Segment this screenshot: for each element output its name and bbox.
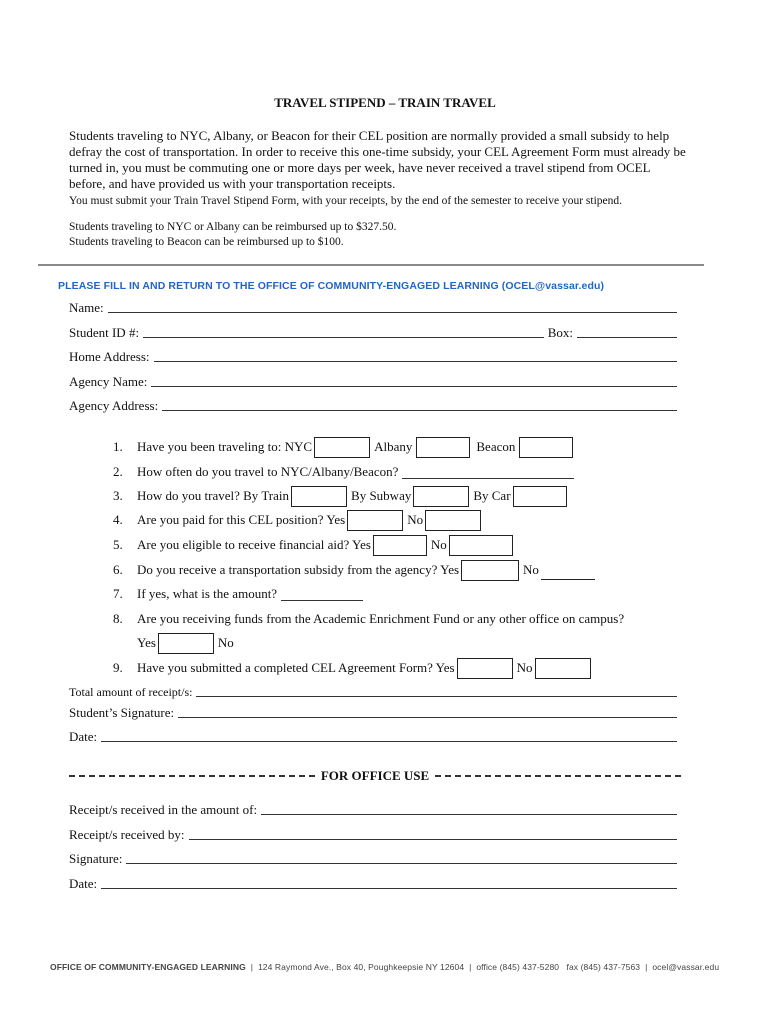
home-address-line[interactable] xyxy=(154,360,677,362)
student-signature-field[interactable] xyxy=(69,703,677,721)
office-use-dash-left xyxy=(69,775,315,777)
question-number: 6. xyxy=(113,562,123,577)
student-signature-label: Student’s Signature: xyxy=(69,705,175,720)
student-id-field[interactable] xyxy=(69,323,677,341)
paid-yes-checkbox[interactable] xyxy=(347,510,403,531)
funds-yes-checkbox[interactable] xyxy=(158,633,214,654)
footer-email[interactable]: ocel@vassar.edu xyxy=(652,962,720,972)
office-date-label: Date: xyxy=(69,876,98,891)
office-use-heading xyxy=(69,768,681,784)
subsidy-yes-checkbox[interactable] xyxy=(461,560,519,581)
question-number: 9. xyxy=(113,660,123,675)
agency-name-label: Agency Name: xyxy=(69,374,148,389)
footer-separator: | xyxy=(469,962,472,972)
question-number: 4. xyxy=(113,512,123,527)
date-line[interactable] xyxy=(101,740,677,742)
question-text: If yes, what is the amount? xyxy=(137,586,278,601)
office-use-title: FOR OFFICE USE xyxy=(320,768,430,783)
question-number: 5. xyxy=(113,537,123,552)
total-receipts-field[interactable] xyxy=(69,682,677,700)
question-6 xyxy=(113,559,595,581)
aid-no-label: No xyxy=(430,537,447,552)
submit-note: You must submit your Train Travel Stipend Form, with your receipts, by the end of the semester to receive your stipend. xyxy=(69,195,623,207)
beacon-checkbox[interactable] xyxy=(519,437,573,458)
question-number: 8. xyxy=(113,611,123,626)
received-by-field[interactable] xyxy=(69,825,677,843)
aid-yes-checkbox[interactable] xyxy=(373,535,427,556)
name-label: Name: xyxy=(69,300,104,315)
student-id-line[interactable] xyxy=(143,336,544,338)
question-number: 1. xyxy=(113,439,123,454)
received-by-label: Receipt/s received by: xyxy=(69,827,185,842)
office-use-dash-right xyxy=(435,775,681,777)
albany-label: Albany xyxy=(374,439,413,454)
name-line[interactable] xyxy=(108,311,677,313)
funds-no-label: No xyxy=(217,635,234,650)
intro-paragraph: Students traveling to NYC, Albany, or Beacon for their CEL position are normally provided a small subsidy to help defray the cost of transportation. In order to receive this one-time subsidy, your CEL Agreement Form must already be turned in, you must be commuting one or more days per week, have never received a travel stipend from OCEL before, and have provided us with your transportation receipts. xyxy=(69,128,686,191)
question-text: Have you submitted a completed CEL Agreement Form? Yes xyxy=(137,660,455,675)
question-text: How do you travel? By Train xyxy=(137,488,290,503)
date-field[interactable] xyxy=(69,727,677,745)
travel-frequency-line[interactable] xyxy=(402,466,574,479)
section-divider xyxy=(38,264,704,266)
agency-address-line[interactable] xyxy=(162,409,677,411)
paid-no-checkbox[interactable] xyxy=(425,510,481,531)
total-receipts-label: Total amount of receipt/s: xyxy=(69,685,193,699)
question-text: Are you eligible to receive financial aid? Yes xyxy=(137,537,371,552)
fill-instructions: PLEASE FILL IN AND RETURN TO THE OFFICE OF COMMUNITY-ENGAGED LEARNING (OCEL@vassar.edu) xyxy=(58,280,605,292)
footer-phone: office (845) 437-5280 xyxy=(476,962,560,972)
student-signature-line[interactable] xyxy=(178,716,677,718)
agreement-yes-checkbox[interactable] xyxy=(457,658,513,679)
question-3 xyxy=(113,485,567,507)
office-date-field[interactable] xyxy=(69,874,677,892)
question-9 xyxy=(113,657,591,679)
train-checkbox[interactable] xyxy=(291,486,347,507)
agency-name-field[interactable] xyxy=(69,372,677,390)
agency-address-field[interactable] xyxy=(69,396,677,414)
nyc-checkbox[interactable] xyxy=(314,437,370,458)
footer-separator: | xyxy=(250,962,254,972)
subsidy-no-checkbox[interactable] xyxy=(541,560,595,580)
subsidy-no-label: No xyxy=(523,562,539,577)
question-number: 7. xyxy=(113,586,123,601)
agency-name-line[interactable] xyxy=(151,385,677,387)
agency-address-label: Agency Address: xyxy=(69,398,159,413)
student-id-label: Student ID #: xyxy=(69,325,140,340)
box-line[interactable] xyxy=(577,336,677,338)
home-address-label: Home Address: xyxy=(69,349,150,364)
agreement-no-label: No xyxy=(516,660,533,675)
office-date-line[interactable] xyxy=(101,887,677,889)
office-signature-line[interactable] xyxy=(126,862,677,864)
reimbursement-beacon: Students traveling to Beacon can be reimbursed up to $100. xyxy=(69,236,344,248)
footer xyxy=(50,962,720,972)
reimbursement-nyc-albany: Students traveling to NYC or Albany can be reimbursed up to $327.50. xyxy=(69,221,397,233)
subway-checkbox[interactable] xyxy=(413,486,469,507)
question-number: 3. xyxy=(113,488,123,503)
question-1 xyxy=(113,436,573,458)
box-label: Box: xyxy=(547,325,573,340)
question-8 xyxy=(113,608,624,630)
albany-checkbox[interactable] xyxy=(416,437,470,458)
paid-no-label: No xyxy=(407,512,424,527)
receipt-amount-label: Receipt/s received in the amount of: xyxy=(69,802,258,817)
subway-label: By Subway xyxy=(351,488,412,503)
home-address-field[interactable] xyxy=(69,347,677,365)
footer-office-name: OFFICE OF COMMUNITY-ENGAGED LEARNING xyxy=(50,962,246,972)
received-by-line[interactable] xyxy=(189,838,677,840)
agreement-no-checkbox[interactable] xyxy=(535,658,591,679)
funds-yes-label: Yes xyxy=(137,635,156,650)
car-checkbox[interactable] xyxy=(513,486,567,507)
question-text: How often do you travel to NYC/Albany/Beacon? xyxy=(137,464,399,479)
office-signature-field[interactable] xyxy=(69,849,677,867)
footer-separator: | xyxy=(645,962,648,972)
name-field[interactable] xyxy=(69,298,677,316)
car-label: By Car xyxy=(473,488,511,503)
question-text: Do you receive a transportation subsidy from the agency? Yes xyxy=(137,562,460,577)
question-number: 2. xyxy=(113,464,123,479)
receipt-amount-field[interactable] xyxy=(69,800,677,818)
total-receipts-line[interactable] xyxy=(196,695,677,697)
receipt-amount-line[interactable] xyxy=(261,813,677,815)
date-label: Date: xyxy=(69,729,98,744)
question-text: Are you paid for this CEL position? Yes xyxy=(137,512,346,527)
question-8-options xyxy=(137,632,234,654)
question-5 xyxy=(113,534,513,556)
beacon-label: Beacon xyxy=(476,439,516,454)
footer-fax: fax (845) 437-7563 xyxy=(566,962,641,972)
question-2 xyxy=(113,461,574,483)
question-text: Have you been traveling to: NYC xyxy=(137,439,313,454)
question-text: Are you receiving funds from the Academic Enrichment Fund or any other office on campus? xyxy=(137,611,625,626)
footer-address: 124 Raymond Ave., Box 40, Poughkeepsie NY 12604 xyxy=(257,962,465,972)
question-4 xyxy=(113,509,481,531)
subsidy-amount-line[interactable] xyxy=(281,588,363,601)
aid-no-checkbox[interactable] xyxy=(449,535,513,556)
question-7 xyxy=(113,583,363,605)
office-signature-label: Signature: xyxy=(69,851,123,866)
form-title: TRAVEL STIPEND – TRAIN TRAVEL xyxy=(274,95,496,110)
